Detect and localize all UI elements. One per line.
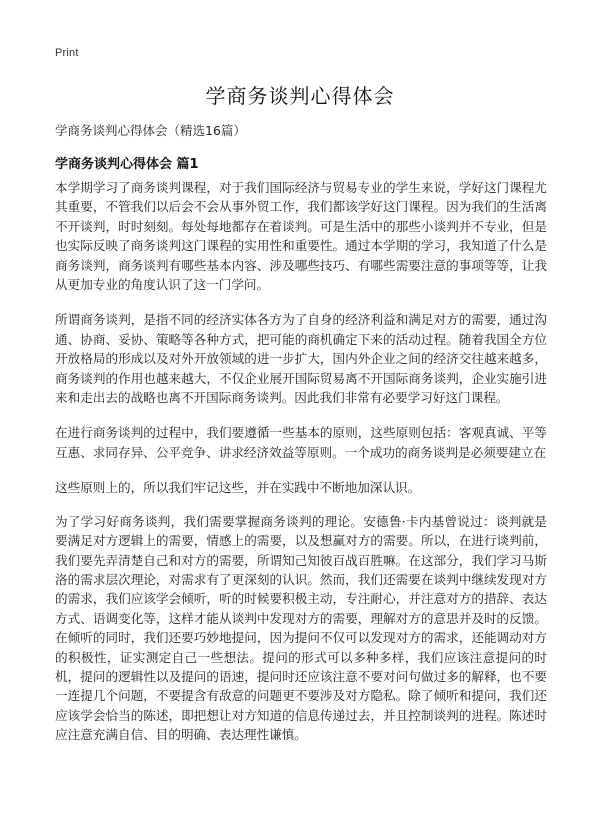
body-text <box>55 178 547 761</box>
document-subtitle: 学商务谈判心得体会（精选16篇） <box>55 123 246 138</box>
page-title: 学商务谈判心得体会 <box>205 84 395 108</box>
paragraph-2: 所谓商务谈判，是指不同的经济实体各方为了自身的经济利益和满足对方的需要，通过沟通、协商、妥协、策略等各种方式，把可能的商机确定下来的活动过程。随着我国全方位开放格局的形成以及对外开放领域的进一步扩大，国内外企业之间的经济交往越来越多，商务谈判的作用也越来越大，不仅企业展开国际贸易离不开国际商务谈判，企业实施引进来和走出去的战略也离不开国际商务谈判。因此我们非常有必要学习好这门课程。 <box>55 312 547 406</box>
print-label[interactable]: Print <box>55 47 79 59</box>
section-heading: 学商务谈判心得体会 篇1 <box>55 157 199 172</box>
paragraph-5: 为了学习好商务谈判，我们需要掌握商务谈判的理论。安德鲁·卡内基曾说过：谈判就是要满足对方逻辑上的需要，情感上的需要，以及想赢对方的需要。所以，在进行谈判前，我们要先弄清楚自己和对方的需要，所谓知己知彼百战百胜嘛。在这部分，我们学习马斯洛的需求层次理论，对需求有了更深刻的认识。然而，我们还需要在谈判中继续发现对方的需求，我们应该学会倾听，听的时候要积极主动，专注耐心，并注意对方的措辞、表达方式、语调变化等，这样才能从谈判中发现对方的需要，理解对方的意思并及时的反馈。在倾听的同时，我们还要巧妙地提问，因为提问不仅可以发现对方的需求，还能调动对方的积极性，证实测定自己一些想法。提问的形式可以多种多样，我们应该注意提问的时机，提问的逻辑性以及提问的语速，提问时还应该注意不要对问句做过多的解释，也不要一连提几个问题，不要提含有敌意的问题更不要涉及对方隐私。除了倾听和提问，我们还应该学会恰当的陈述，即把想让对方知道的信息传递过去，并且控制谈判的进程。陈述时应注意充满自信、目的明确、表达理性谦慎。 <box>55 513 547 743</box>
paragraph-3: 在进行商务谈判的过程中，我们要遵循一些基本的原则，这些原则包括：客观真诚、平等互惠、求同存异、公平竞争、讲求经济效益等原则。一个成功的商务谈判是必须要建立在 <box>55 425 547 460</box>
paragraph-1: 本学期学习了商务谈判课程，对于我们国际经济与贸易专业的学生来说，学好这门课程尤其重要，不管我们以后会不会从事外贸工作，我们都该学好这门课程。因为我们的生活离不开谈判，时时刻刻。每处每地都存在着谈判。可是生活中的那些小谈判并不专业，但是也实际反映了商务谈判这门课程的实用性和重要性。通过本学期的学习，我知道了什么是商务谈判，商务谈判有哪些基本内容、涉及哪些技巧、有哪些需要注意的事项等等，让我从更加专业的角度认识了这一门学问。 <box>55 180 547 293</box>
paragraph-4: 这些原则上的，所以我们牢记这些，并在实践中不断地加深认识。 <box>55 480 421 496</box>
